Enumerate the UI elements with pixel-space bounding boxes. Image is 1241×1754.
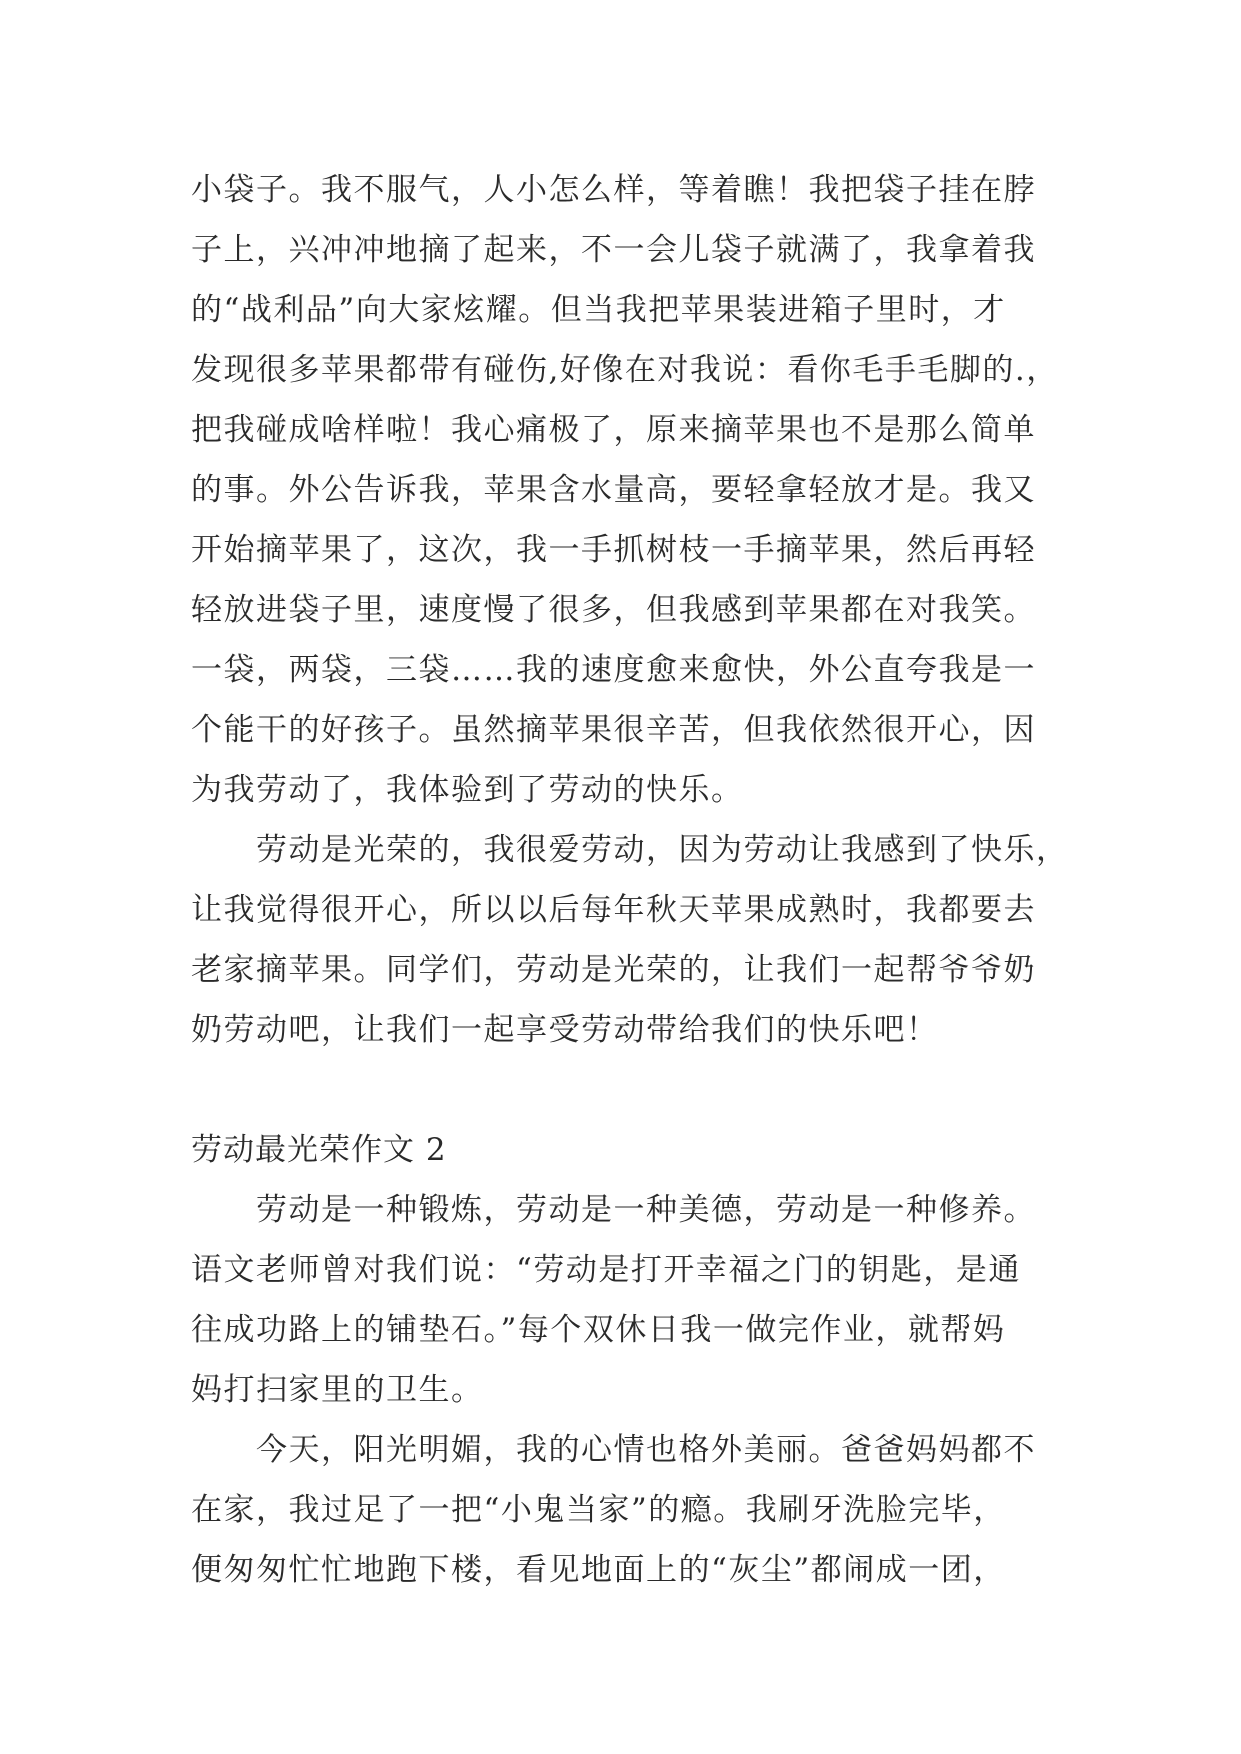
text-line: 小袋子。我不服气，人小怎么样，等着瞧！我把袋子挂在脖 xyxy=(191,172,1036,208)
text-line: 妈打扫家里的卫生。 xyxy=(191,1372,484,1408)
text-line: 让我觉得很开心，所以以后每年秋天苹果成熟时，我都要去 xyxy=(191,892,1036,928)
text-line: 子上，兴冲冲地摘了起来，不一会儿袋子就满了，我拿着我 xyxy=(191,232,1036,268)
text-line: 发现很多苹果都带有碰伤,好像在对我说：看你毛手毛脚的.， xyxy=(191,352,1059,388)
text-line: 在家，我过足了一把“小鬼当家”的瘾。我刷牙洗脸完毕， xyxy=(191,1492,1006,1528)
section-heading: 劳动最光荣作文 2 xyxy=(191,1132,447,1168)
text-line: 语文老师曾对我们说：“劳动是打开幸福之门的钥匙，是通 xyxy=(191,1252,1021,1288)
text-line: 劳动是光荣的，我很爱劳动，因为劳动让我感到了快乐， xyxy=(191,832,1069,868)
document-body xyxy=(191,160,1069,1600)
text-line: 劳动是一种锻炼，劳动是一种美德，劳动是一种修养。 xyxy=(191,1192,1036,1228)
paragraph-labor-virtue xyxy=(191,1180,1051,1420)
paragraph-labor-glory xyxy=(191,820,1069,1060)
text-line: 的事。外公告诉我，苹果含水量高，要轻拿轻放才是。我又 xyxy=(191,472,1036,508)
text-line: 个能干的好孩子。虽然摘苹果很辛苦，但我依然很开心，因 xyxy=(191,712,1036,748)
section-spacer xyxy=(191,1060,1051,1120)
text-line: 开始摘苹果了，这次，我一手抓树枝一手摘苹果，然后再轻 xyxy=(191,532,1036,568)
paragraph-apple-picking xyxy=(191,160,1059,820)
text-line: 一袋，两袋，三袋……我的速度愈来愈快，外公直夸我是一 xyxy=(191,652,1036,688)
text-line: 便匆匆忙忙地跑下楼，看见地面上的“灰尘”都闹成一团， xyxy=(191,1552,1006,1588)
text-line: 老家摘苹果。同学们，劳动是光荣的，让我们一起帮爷爷奶 xyxy=(191,952,1036,988)
text-line: 轻放进袋子里，速度慢了很多，但我感到苹果都在对我笑。 xyxy=(191,592,1036,628)
text-line: 奶劳动吧，让我们一起享受劳动带给我们的快乐吧！ xyxy=(191,1012,939,1048)
text-line: 把我碰成啥样啦！我心痛极了，原来摘苹果也不是那么简单 xyxy=(191,412,1036,448)
paragraph-today xyxy=(191,1420,1051,1600)
text-line: 今天，阳光明媚，我的心情也格外美丽。爸爸妈妈都不 xyxy=(191,1432,1036,1468)
text-line: 的“战利品”向大家炫耀。但当我把苹果装进箱子里时，才 xyxy=(191,292,1006,328)
text-line: 往成功路上的铺垫石。”每个双休日我一做完作业，就帮妈 xyxy=(191,1312,1006,1348)
text-line: 为我劳动了，我体验到了劳动的快乐。 xyxy=(191,772,744,808)
